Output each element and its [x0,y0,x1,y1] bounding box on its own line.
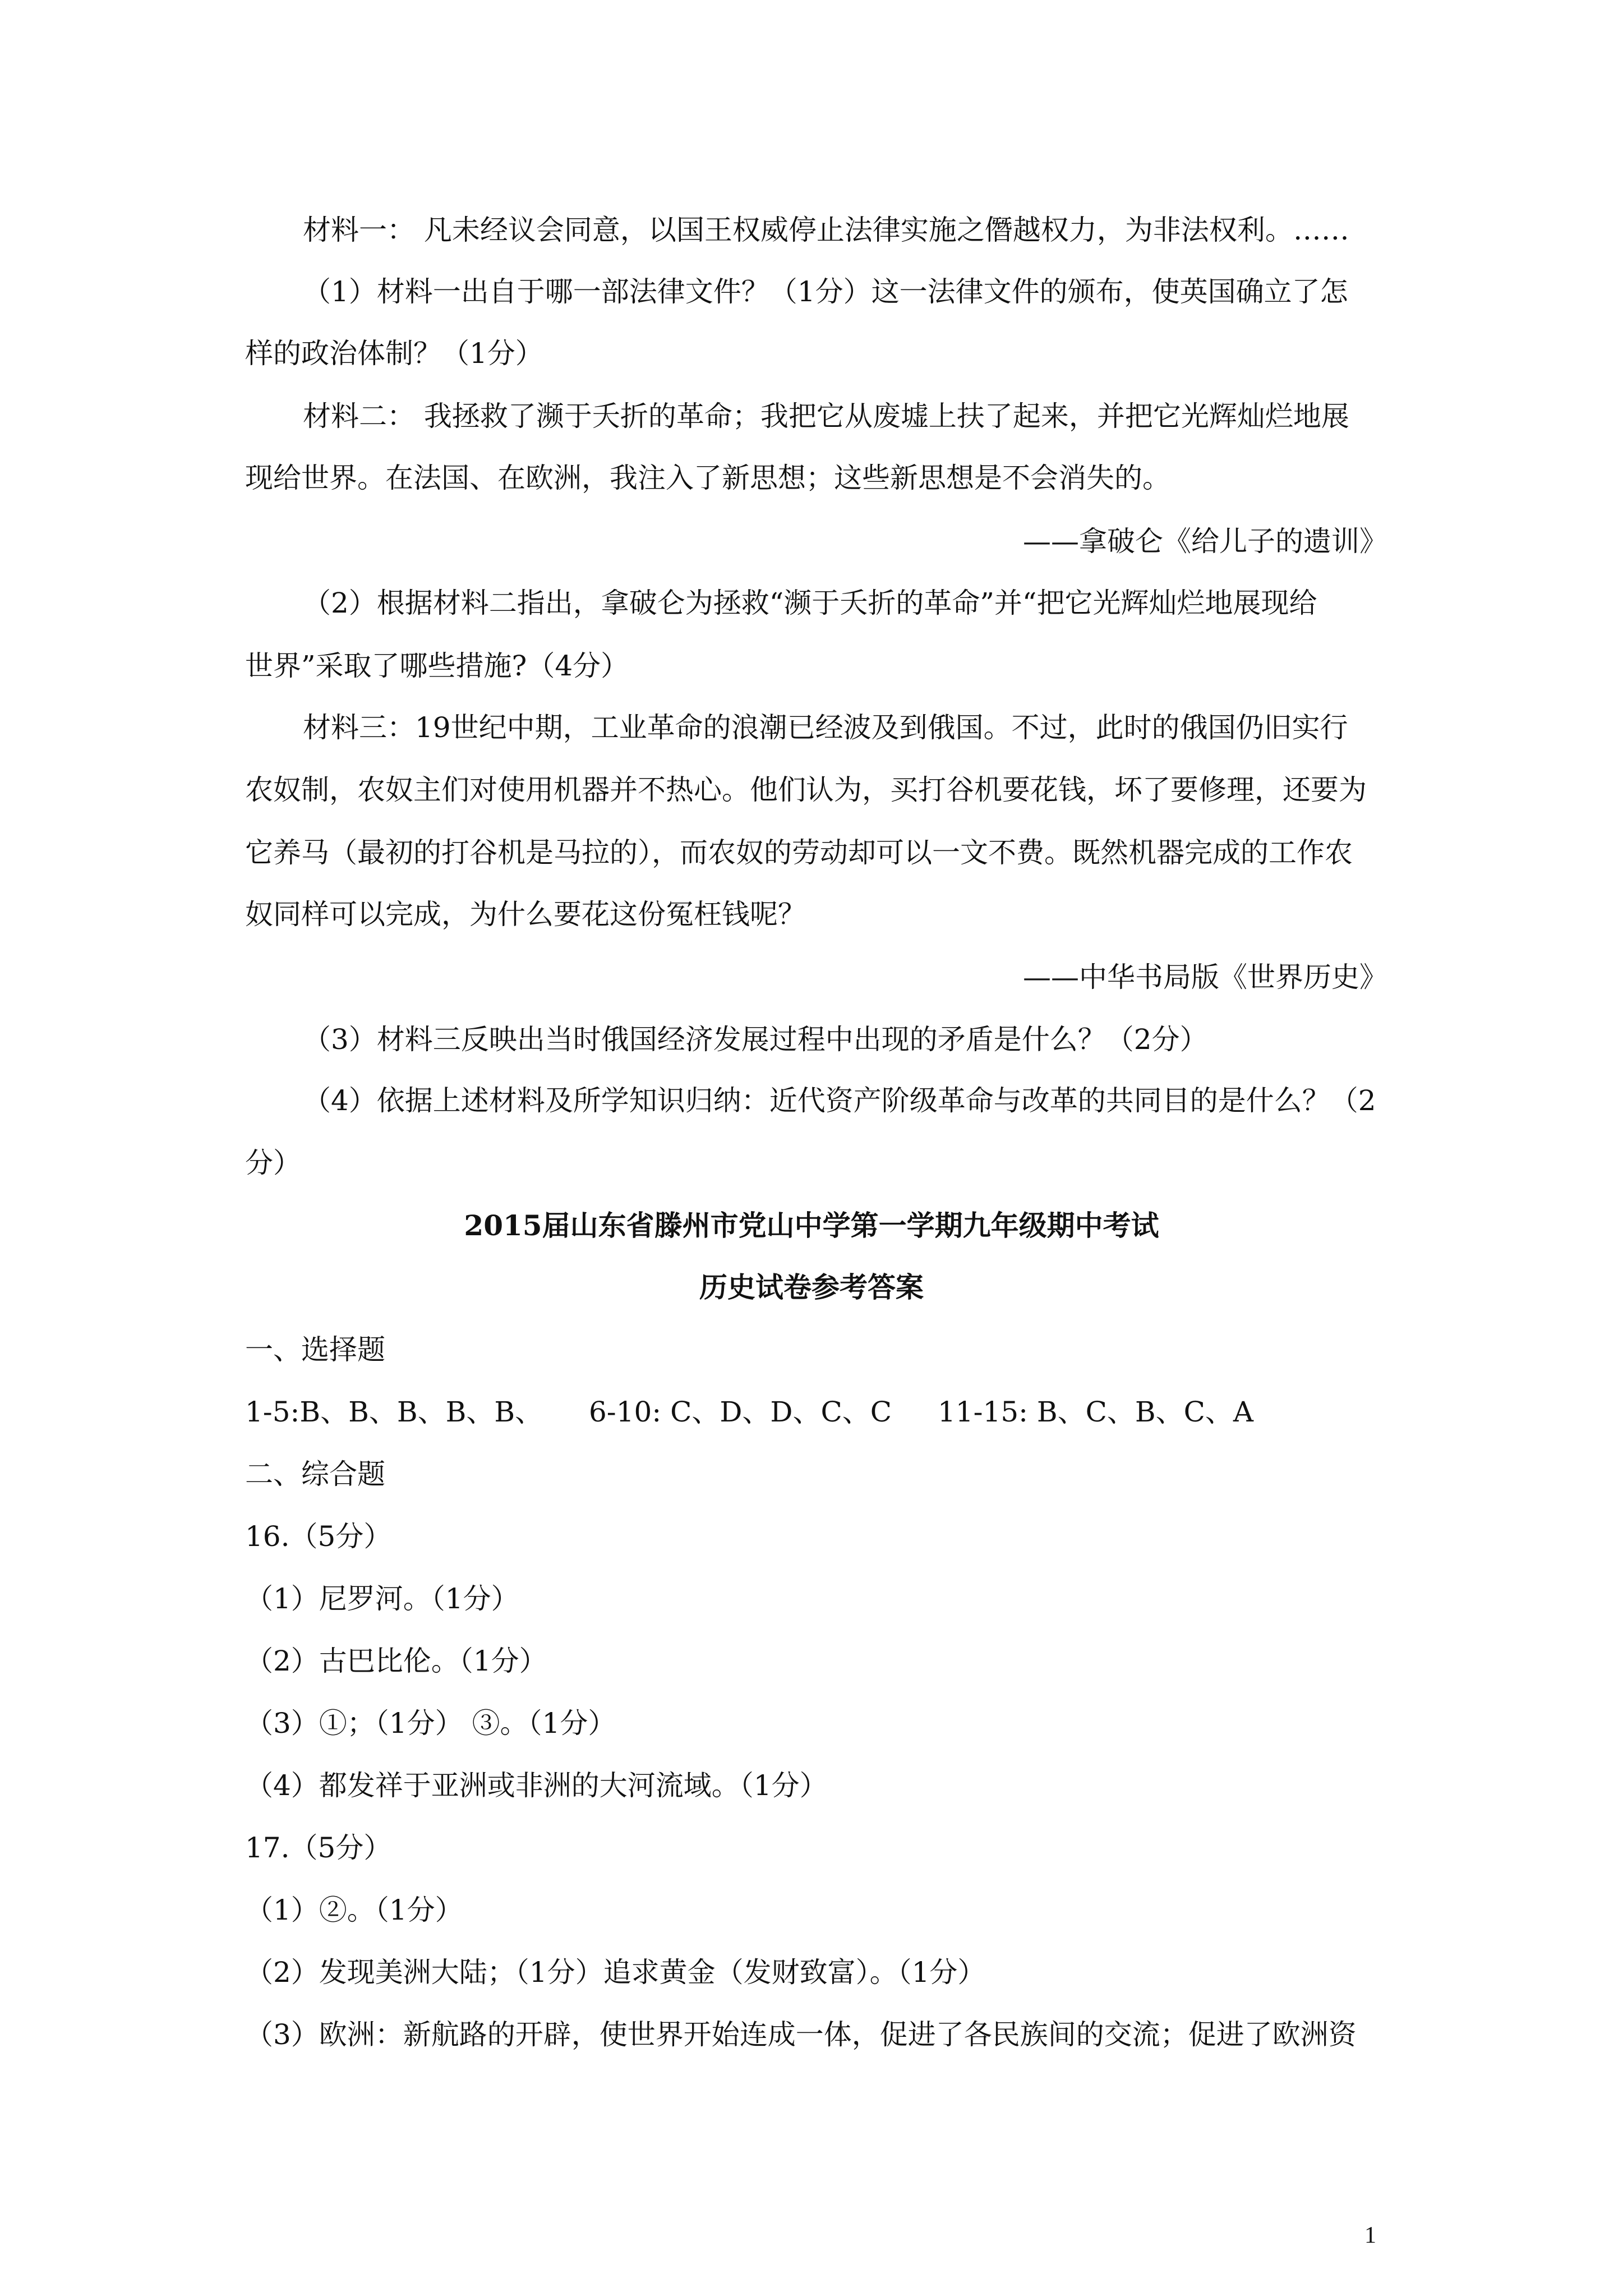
question-2-line-1: （2）根据材料二指出，拿破仑为拯救“濒于夭折的革命”并“把它光辉灿烂地展现给 [303,587,1317,619]
material-two-line-1: 材料二： 我拯救了濒于夭折的革命；我把它从废墟上扶了起来，并把它光辉灿烂地展 [303,400,1349,432]
question-2-line-2: 世界”采取了哪些措施?（4分） [245,650,629,682]
answer-17-part-1: （1）②。（1分） [245,1894,463,1926]
multiple-choice-answers-6-10: 6-10: C、D、D、C、C [589,1396,892,1428]
section-comprehensive-heading: 二、综合题 [245,1458,385,1490]
question-4-line-1: （4）依据上述材料及所学知识归纳：近代资产阶级革命与改革的共同目的是什么？（2 [303,1084,1376,1117]
material-three-line-1: 材料三：19世纪中期，工业革命的浪潮已经波及到俄国。不过，此时的俄国仍旧实行 [303,711,1348,744]
answer-17-part-3: （3）欧洲：新航路的开辟，使世界开始连成一体，促进了各民族间的交流；促进了欧洲资 [245,2018,1357,2051]
question-1-line-2: 样的政治体制？（1分） [245,337,543,370]
material-two-line-2: 现给世界。在法国、在欧洲，我注入了新思想；这些新思想是不会消失的。 [245,462,1170,494]
material-three-line-2: 农奴制，农奴主们对使用机器并不热心。他们认为，买打谷机要花钱，坏了要修理，还要为 [245,774,1367,806]
answer-key-subtitle: 历史试卷参考答案 [699,1271,924,1304]
material-three-line-3: 它养马（最初的打谷机是马拉的），而农奴的劳动却可以一文不费。既然机器完成的工作农 [245,836,1353,869]
question-4-line-2: 分） [245,1147,301,1179]
answer-16-part-3: （3）①；（1分） ③。（1分） [245,1707,616,1740]
page-number: 1 [1364,2223,1376,2248]
material-one-text: 材料一： 凡未经议会同意，以国王权威停止法律实施之僭越权力，为非法权利。…… [303,214,1349,246]
material-three-line-4: 奴同样可以完成，为什么要花这份冤枉钱呢？ [245,898,806,931]
answer-16-heading: 16.（5分） [245,1520,392,1553]
section-multiple-choice-heading: 一、选择题 [245,1333,385,1366]
answer-17-heading: 17.（5分） [245,1832,392,1864]
material-three-source: ——中华书局版《世界历史》 [1023,961,1387,993]
answer-16-part-4: （4）都发祥于亚洲或非洲的大河流域。（1分） [245,1769,828,1802]
multiple-choice-answers-11-15: 11-15: B、C、B、C、A [938,1396,1253,1428]
question-1-line-1: （1）材料一出自于哪一部法律文件？（1分）这一法律文件的颁布，使英国确立了怎 [303,275,1348,308]
answer-17-part-2: （2）发现美洲大陆；（1分）追求黄金（发财致富）。（1分） [245,1956,986,1989]
answer-16-part-1: （1）尼罗河。（1分） [245,1582,519,1615]
material-two-source: ——拿破仑《给儿子的遗训》 [1023,525,1387,558]
multiple-choice-answers-1-5: 1-5:B、B、B、B、B、 [245,1396,543,1428]
question-3-text: （3）材料三反映出当时俄国经济发展过程中出现的矛盾是什么？（2分） [303,1023,1208,1056]
answer-16-part-2: （2）古巴比伦。（1分） [245,1645,547,1677]
answer-key-title: 2015届山东省滕州市党山中学第一学期九年级期中考试 [464,1209,1159,1242]
